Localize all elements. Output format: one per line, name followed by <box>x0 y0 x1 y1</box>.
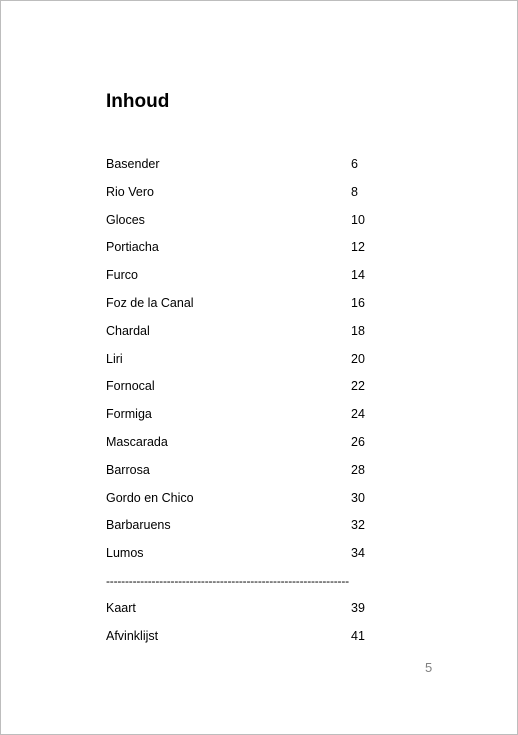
toc-entry-page: 20 <box>351 351 365 366</box>
table-of-contents-appendix <box>106 597 386 653</box>
toc-entry-page: 14 <box>351 268 365 283</box>
toc-entry-page: 12 <box>351 240 365 255</box>
toc-entry-name: Chardal <box>106 323 150 338</box>
toc-entry-page: 34 <box>351 546 365 561</box>
toc-entry-name: Barbaruens <box>106 518 171 533</box>
toc-entry-page: 10 <box>351 212 365 227</box>
toc-row <box>106 348 386 376</box>
toc-entry-page: 8 <box>351 184 358 199</box>
toc-entry-page: 6 <box>351 157 358 171</box>
toc-entry-page: 39 <box>351 601 365 615</box>
toc-entry-name: Liri <box>106 351 123 366</box>
toc-row <box>106 514 386 542</box>
toc-entry-name: Formiga <box>106 407 152 422</box>
toc-entry-name: Mascarada <box>106 434 168 449</box>
toc-entry-page: 41 <box>351 628 365 643</box>
toc-row <box>106 236 386 264</box>
toc-row <box>106 320 386 348</box>
toc-entry-name: Foz de la Canal <box>106 295 194 310</box>
toc-row <box>106 264 386 292</box>
table-of-contents <box>106 153 386 570</box>
toc-entry-name: Gordo en Chico <box>106 490 194 505</box>
toc-row <box>106 375 386 403</box>
toc-entry-name: Kaart <box>106 601 136 615</box>
toc-entry-page: 18 <box>351 323 365 338</box>
toc-row <box>106 597 386 625</box>
toc-row <box>106 181 386 209</box>
toc-row <box>106 403 386 431</box>
toc-entry-name: Afvinklijst <box>106 628 159 643</box>
toc-entry-name: Lumos <box>106 546 144 561</box>
toc-entry-page: 22 <box>351 379 365 394</box>
page-title: Inhoud <box>106 91 170 112</box>
toc-row <box>106 487 386 515</box>
toc-row <box>106 459 386 487</box>
toc-row <box>106 209 386 237</box>
toc-entry-page: 26 <box>351 434 365 449</box>
toc-row <box>106 431 386 459</box>
toc-row <box>106 153 386 181</box>
page-number: 5 <box>425 660 433 675</box>
toc-entry-page: 16 <box>351 295 365 310</box>
toc-entry-name: Rio Vero <box>106 184 154 199</box>
toc-entry-page: 32 <box>351 518 365 533</box>
toc-entry-name: Fornocal <box>106 379 155 394</box>
toc-entry-page: 28 <box>351 462 365 477</box>
dashed-separator: ---------------------------------------------------------------- <box>106 574 349 588</box>
toc-entry-name: Basender <box>106 157 160 171</box>
toc-entry-name: Furco <box>106 268 138 283</box>
toc-row <box>106 625 386 653</box>
toc-entry-name: Gloces <box>106 212 145 227</box>
toc-entry-page: 24 <box>351 407 365 422</box>
toc-entry-name: Portiacha <box>106 240 159 255</box>
toc-entry-name: Barrosa <box>106 462 150 477</box>
toc-row <box>106 292 386 320</box>
toc-entry-page: 30 <box>351 490 365 505</box>
toc-row <box>106 542 386 570</box>
